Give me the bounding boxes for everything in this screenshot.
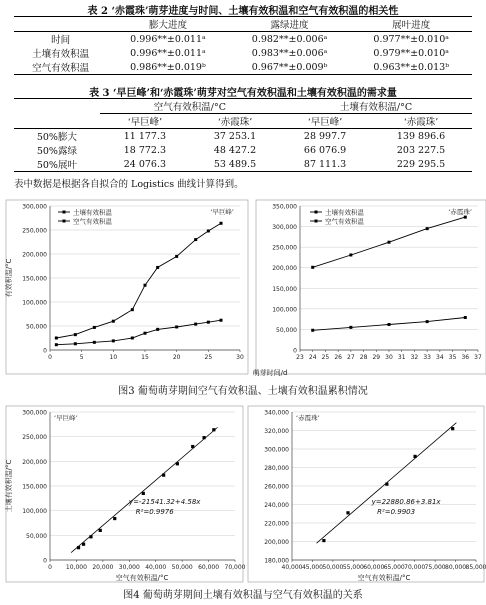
figure4-caption: 图4 葡萄萌芽期间土壤有效积温与空气有效积温的关系 <box>123 590 363 601</box>
table-row <box>14 46 472 60</box>
data-point <box>388 323 391 326</box>
table3 <box>14 98 472 172</box>
legend-marker <box>63 220 66 223</box>
data-point <box>464 216 467 219</box>
y-tick-label: 200,000 <box>22 458 47 466</box>
table3-caption: 表 3 ‘早巨峰’和‘赤霞珠’萌芽对空气有效积温和土壤有效积温的需求量 <box>89 88 397 99</box>
x-tick-label: 26 <box>334 354 342 361</box>
data-point <box>112 339 115 342</box>
x-tick-label: 30,000 <box>118 564 140 571</box>
x-tick-label: 45,000 <box>301 564 323 571</box>
table-cell: 18 772.3 <box>123 144 167 156</box>
data-point <box>207 229 210 232</box>
table-cell: 50%展叶 <box>36 160 77 171</box>
y-tick-label: 150,000 <box>22 275 47 283</box>
x-tick-label: 25 <box>321 354 330 361</box>
table-row <box>14 157 472 172</box>
table-cell: 87 111.3 <box>303 158 347 170</box>
x-tick-label: 24 <box>308 354 317 361</box>
x-tick-label: 60,000 <box>198 564 220 571</box>
x-tick-label: 27 <box>347 354 355 361</box>
table-row <box>14 143 472 157</box>
table-cell: 37 253.1 <box>213 130 257 142</box>
x-tick-label: 36 <box>461 354 470 361</box>
table-cell: 0.982**±0.006ᵃ <box>251 33 328 45</box>
x-tick-label: 0 <box>48 354 52 361</box>
y-tick-label: 300,000 <box>22 203 47 211</box>
data-point <box>311 266 314 269</box>
table2-header: 露绿进度 <box>270 20 309 31</box>
table-cell: 66 076.9 <box>303 144 347 156</box>
x-tick-label: 20,000 <box>92 564 114 571</box>
y-tick-label: 50,000 <box>26 532 47 540</box>
data-point <box>77 546 80 549</box>
x-tick-label: 30 <box>385 354 393 361</box>
data-point <box>322 539 325 542</box>
table-cell: 0.996**±0.011ᵃ <box>130 47 206 59</box>
x-tick-label: 55,000 <box>342 564 364 571</box>
r-squared: R²=0.9976 <box>135 507 174 516</box>
x-tick-label: 31 <box>397 354 406 361</box>
table2-header <box>14 17 107 32</box>
data-point <box>175 325 178 328</box>
data-point <box>99 529 102 532</box>
x-tick-label: 50,000 <box>322 564 344 571</box>
x-axis-title: 空气有效积温/°C <box>357 574 411 582</box>
table3-sub-header: ‘赤霞珠’ <box>217 117 253 128</box>
table3-sub-header: ‘早巨峰’ <box>127 117 163 128</box>
table3-group-header: 空气有效积温/°C <box>100 99 280 114</box>
y-tick-label: 250,000 <box>272 244 297 252</box>
data-point <box>451 427 454 430</box>
x-tick-label: 5 <box>79 354 84 361</box>
y-tick-label: 250,000 <box>22 434 47 442</box>
legend-marker <box>63 211 66 214</box>
data-point <box>93 341 96 344</box>
data-point <box>346 511 349 514</box>
y-tick-label: 280,000 <box>264 465 289 472</box>
table-cell: 空气有效积温 <box>32 63 90 74</box>
data-point <box>207 321 210 324</box>
table3-group-header: 土壤有效积温/°C <box>280 99 472 114</box>
data-point <box>191 445 194 448</box>
x-axis-title: 萌芽时间/d <box>252 369 288 377</box>
table-cell: 0.986**±0.019ᵇ <box>130 61 206 73</box>
data-point <box>220 319 223 322</box>
x-tick-label: 40,000 <box>145 564 167 571</box>
panel-label: ‘赤霞珠’ <box>448 208 472 216</box>
data-point <box>89 535 92 538</box>
y-tick-label: 300,000 <box>264 446 289 454</box>
x-tick-label: 30 <box>236 354 244 361</box>
y-tick-label: 150,000 <box>22 483 47 491</box>
y-tick-label: 50,000 <box>26 323 47 331</box>
data-point <box>349 253 352 256</box>
legend-marker <box>315 220 318 223</box>
fit-line <box>71 427 217 552</box>
table-row <box>14 129 472 144</box>
table-cell: 28 997.7 <box>303 130 347 142</box>
y-tick-label: 0 <box>43 557 47 565</box>
table-cell: 203 227.5 <box>396 144 446 156</box>
data-point <box>311 329 314 332</box>
table-row <box>14 60 472 75</box>
x-tick-label: 60,000 <box>363 564 385 571</box>
x-tick-label: 85,000 <box>465 564 486 571</box>
y-tick-label: 200,000 <box>264 539 289 546</box>
legend-label: 土壤有效积温 <box>73 208 112 217</box>
y-tick-label: 200,000 <box>22 251 47 259</box>
r-squared: R²=0.9903 <box>377 507 416 516</box>
x-tick-label: 25 <box>204 354 213 361</box>
table-cell: 0.979**±0.010ᵃ <box>373 47 449 59</box>
y-tick-label: 300,000 <box>22 409 47 417</box>
data-point <box>156 328 159 331</box>
y-tick-label: 240,000 <box>264 502 289 509</box>
data-point <box>175 255 178 258</box>
fit-equation: y=22880.86+3.81x <box>371 497 441 506</box>
panel-label: ‘早巨峰’ <box>54 414 78 422</box>
table2-header: 膨大进度 <box>148 20 187 31</box>
data-point <box>144 332 147 335</box>
chart-frame <box>6 406 243 582</box>
y-tick-label: 340,000 <box>264 409 289 417</box>
x-tick-label: 80,000 <box>445 564 467 571</box>
data-point <box>194 238 197 241</box>
table-cell: 24 076.3 <box>123 158 167 170</box>
x-tick-label: 23 <box>296 354 304 361</box>
table-cell: 0.977**±0.010ᵃ <box>373 33 449 45</box>
table-cell: 50%膨大 <box>36 132 77 143</box>
data-point <box>426 227 429 230</box>
table3-sub-header: ‘赤霞珠’ <box>403 117 439 128</box>
data-point <box>426 320 429 323</box>
table2-caption: 表 2 ‘赤霞珠’萌芽进度与时间、土壤有效积温和空气有效积温的相关性 <box>87 6 399 17</box>
data-point <box>176 462 179 465</box>
table2 <box>14 16 472 75</box>
y-tick-label: 100,000 <box>272 306 297 314</box>
legend-label: 空气有效积温 <box>73 217 112 226</box>
figure4-charts <box>0 402 486 584</box>
data-point <box>212 428 215 431</box>
data-point <box>131 337 134 340</box>
y-tick-label: 150,000 <box>272 285 297 293</box>
data-point <box>93 326 96 329</box>
table-cell: 时间 <box>51 35 71 46</box>
data-point <box>55 337 58 340</box>
data-point <box>464 316 467 319</box>
y-tick-label: 300,000 <box>272 224 297 232</box>
table3-sub-header: ‘早巨峰’ <box>307 117 343 128</box>
data-point <box>131 308 134 311</box>
x-tick-label: 35 <box>448 354 457 361</box>
data-point <box>55 343 58 346</box>
y-tick-label: 0 <box>43 347 47 355</box>
y-tick-label: 50,000 <box>276 326 297 334</box>
panel-label: ‘赤霞珠’ <box>296 414 320 422</box>
data-point <box>74 342 77 345</box>
panel-label: ‘早巨峰’ <box>210 208 234 216</box>
legend-label: 土壤有效积温 <box>325 208 364 217</box>
legend-marker <box>315 211 318 214</box>
figure3-caption: 图3 葡萄萌芽期间空气有效积温、土壤有效积温累积情况 <box>118 386 368 397</box>
y-tick-label: 260,000 <box>264 483 289 491</box>
table-cell: 11 177.3 <box>123 130 167 142</box>
data-point <box>194 323 197 326</box>
table-cell: 229 295.5 <box>396 158 446 170</box>
table-cell: 50%露绿 <box>36 146 77 157</box>
x-axis-title: 空气有效积温/°C <box>115 574 169 582</box>
y-tick-label: 220,000 <box>264 520 289 528</box>
data-point <box>202 436 205 439</box>
fit-equation: y=-21541.32+4.58x <box>128 497 201 506</box>
data-point <box>74 333 77 336</box>
data-point <box>142 492 145 495</box>
x-tick-label: 20 <box>172 354 181 361</box>
x-tick-label: 37 <box>474 354 482 361</box>
y-tick-label: 100,000 <box>22 508 47 516</box>
x-tick-label: 70,000 <box>404 564 426 571</box>
table-cell: 0.996**±0.011ᵃ <box>130 33 206 45</box>
y-axis-title: 土壤有效积温/°C <box>5 459 13 513</box>
x-tick-label: 15 <box>141 354 149 361</box>
y-tick-label: 100,000 <box>22 299 47 307</box>
table-cell: 139 896.6 <box>396 130 446 142</box>
x-tick-label: 28 <box>359 354 368 361</box>
x-tick-label: 29 <box>372 354 381 361</box>
y-tick-label: 350,000 <box>272 203 297 211</box>
data-point <box>82 543 85 546</box>
table-cell: 53 489.5 <box>213 158 257 170</box>
x-tick-label: 32 <box>410 354 419 361</box>
table-row <box>14 32 472 47</box>
x-tick-label: 33 <box>423 354 431 361</box>
data-point <box>144 284 147 287</box>
x-tick-label: 40,000 <box>281 564 303 571</box>
data-point <box>112 320 115 323</box>
x-tick-label: 10 <box>109 354 118 361</box>
data-point <box>388 241 391 244</box>
data-point <box>349 326 352 329</box>
y-tick-label: 0 <box>293 347 297 355</box>
y-axis-title: 有效积温/°C <box>5 258 13 298</box>
data-point <box>385 483 388 486</box>
data-point <box>113 517 116 520</box>
x-tick-label: 0 <box>48 564 52 571</box>
x-tick-label: 34 <box>436 354 444 361</box>
legend-label: 空气有效积温 <box>325 217 364 226</box>
x-tick-label: 50,000 <box>171 564 193 571</box>
table-cell: 0.967**±0.009ᵇ <box>251 61 328 73</box>
x-tick-label: 65,000 <box>383 564 405 571</box>
data-point <box>220 222 223 225</box>
figure3-charts <box>0 194 486 380</box>
table-cell: 土壤有效积温 <box>32 49 90 60</box>
x-tick-label: 75,000 <box>424 564 446 571</box>
y-tick-label: 250,000 <box>22 227 47 235</box>
y-tick-label: 320,000 <box>264 428 289 435</box>
x-tick-label: 70,000 <box>224 564 246 571</box>
y-tick-label: 200,000 <box>272 265 297 273</box>
y-tick-label: 180,000 <box>264 557 289 565</box>
x-tick-label: 10,000 <box>65 564 87 571</box>
data-point <box>156 266 159 269</box>
table-note: 表中数据是根据各自拟合的 Logistics 曲线计算得到。 <box>14 179 244 190</box>
data-point <box>162 474 165 477</box>
table-cell: 0.963**±0.013ᵇ <box>373 61 449 73</box>
data-point <box>413 455 416 458</box>
table-cell: 48 427.2 <box>213 144 257 156</box>
table2-header: 展叶进度 <box>392 20 431 31</box>
table-cell: 0.983**±0.006ᵃ <box>251 47 328 59</box>
